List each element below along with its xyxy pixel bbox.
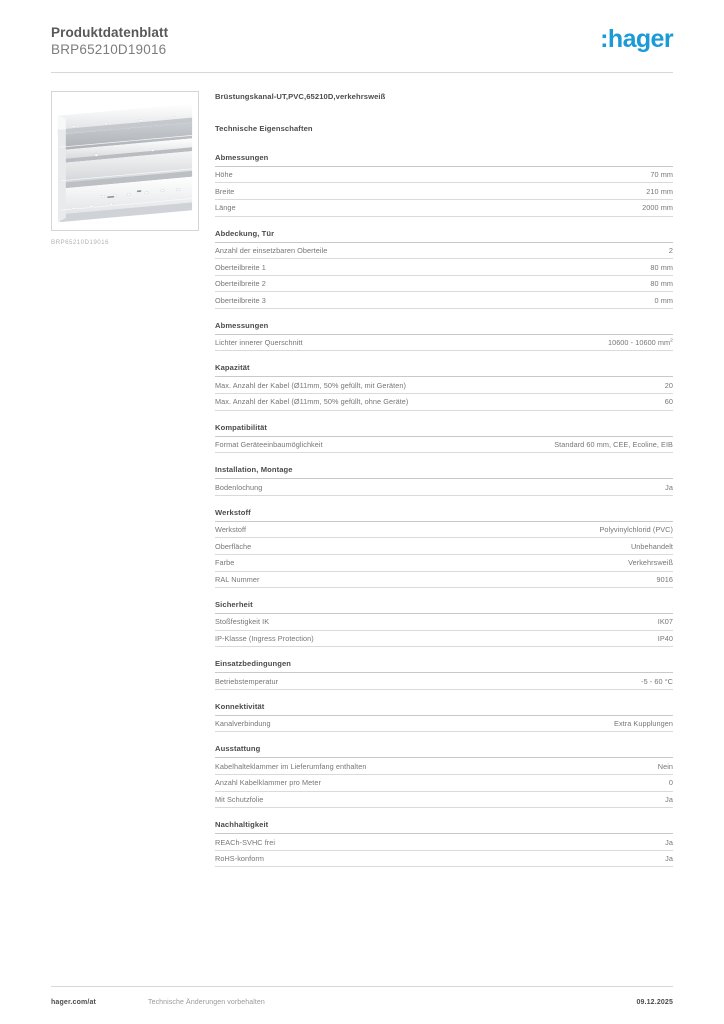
spec-label: Anzahl der einsetzbaren Oberteile bbox=[215, 245, 328, 255]
spec-group-title: Abdeckung, Tür bbox=[215, 229, 673, 243]
spec-value: -5 - 60 °C bbox=[641, 676, 673, 686]
spec-label: Mit Schutzfolie bbox=[215, 794, 264, 804]
spec-value: 2000 mm bbox=[642, 203, 673, 213]
spec-row bbox=[215, 716, 673, 733]
spec-row bbox=[215, 538, 673, 555]
spec-label: Oberteilbreite 3 bbox=[215, 295, 266, 305]
trunking-profile-illustration bbox=[52, 92, 198, 230]
spec-group-title: Kapazität bbox=[215, 363, 673, 377]
spec-label: Oberteilbreite 1 bbox=[215, 262, 266, 272]
spec-value: Verkehrsweiß bbox=[628, 558, 673, 568]
spec-row bbox=[215, 479, 673, 496]
spec-label: Format Geräteeinbaumöglichkeit bbox=[215, 440, 323, 450]
spec-label: IP-Klasse (Ingress Protection) bbox=[215, 634, 314, 644]
spec-row bbox=[215, 259, 673, 276]
spec-group-title: Konnektivität bbox=[215, 702, 673, 716]
spec-label: Betriebstemperatur bbox=[215, 676, 279, 686]
spec-group-title: Ausstattung bbox=[215, 744, 673, 758]
spec-value: 20 bbox=[664, 380, 673, 390]
spec-row bbox=[215, 200, 673, 217]
header-title-block bbox=[51, 25, 168, 58]
spec-group bbox=[215, 600, 673, 647]
spec-group bbox=[215, 508, 673, 588]
spec-value: 2 bbox=[668, 245, 673, 255]
spec-group bbox=[215, 229, 673, 309]
logo-colon-icon: : bbox=[600, 25, 608, 53]
spec-label: Breite bbox=[215, 186, 235, 196]
spec-value: Ja bbox=[665, 482, 673, 492]
spec-value: 0 mm bbox=[654, 295, 673, 305]
spec-group bbox=[215, 702, 673, 733]
page-header bbox=[51, 0, 673, 58]
spec-groups-container bbox=[215, 153, 673, 867]
spec-row bbox=[215, 292, 673, 309]
spec-group bbox=[215, 744, 673, 808]
spec-group bbox=[215, 423, 673, 454]
hager-logo bbox=[600, 27, 673, 52]
footer-row bbox=[51, 999, 673, 1006]
spec-label: Farbe bbox=[215, 558, 235, 568]
spec-value: Unbehandelt bbox=[630, 541, 673, 551]
spec-group bbox=[215, 659, 673, 690]
spec-value: Ja bbox=[665, 854, 673, 864]
spec-label: Max. Anzahl der Kabel (Ø11mm, 50% gefüllt, mit Geräten) bbox=[215, 380, 406, 390]
spec-label: RAL Nummer bbox=[215, 574, 260, 584]
spec-value: Ja bbox=[665, 837, 673, 847]
spec-group-title: Abmessungen bbox=[215, 153, 673, 167]
technical-properties-heading: Technische Eigenschaften bbox=[215, 123, 313, 133]
spec-label: Max. Anzahl der Kabel (Ø11mm, 50% gefüllt, ohne Geräte) bbox=[215, 397, 409, 407]
footer-date: 09.12.2025 bbox=[636, 999, 673, 1006]
spec-value-superscript: 2 bbox=[670, 338, 673, 344]
product-name: Brüstungskanal-UT,PVC,65210D,verkehrsweiß bbox=[215, 91, 386, 101]
spec-label: Höhe bbox=[215, 170, 233, 180]
spec-value: 80 mm bbox=[650, 279, 673, 289]
spec-row bbox=[215, 775, 673, 792]
logo-wordmark: hager bbox=[607, 25, 673, 53]
page-content bbox=[51, 91, 673, 879]
spec-label: Kabelhalteklammer im Lieferumfang enthalten bbox=[215, 761, 367, 771]
spec-row bbox=[215, 834, 673, 851]
spec-label: Oberteilbreite 2 bbox=[215, 279, 266, 289]
spec-row bbox=[215, 555, 673, 572]
spec-group-title: Nachhaltigkeit bbox=[215, 820, 673, 834]
spec-row bbox=[215, 167, 673, 184]
footer-divider bbox=[51, 986, 673, 987]
spec-group-title: Einsatzbedingungen bbox=[215, 659, 673, 673]
spec-value: Extra Kupplungen bbox=[614, 719, 673, 729]
spec-label: Bodenlochung bbox=[215, 482, 263, 492]
spec-label: REACh-SVHC frei bbox=[215, 837, 276, 847]
spec-value: 0 bbox=[668, 778, 673, 788]
spec-row bbox=[215, 335, 673, 352]
spec-value: Nein bbox=[657, 761, 673, 771]
spec-label: Stoßfestigkeit IK bbox=[215, 617, 270, 627]
spec-group bbox=[215, 321, 673, 352]
spec-group-title: Sicherheit bbox=[215, 600, 673, 614]
spec-value: 80 mm bbox=[650, 262, 673, 272]
footer-disclaimer: Technische Änderungen vorbehalten bbox=[147, 999, 265, 1006]
spec-row bbox=[215, 614, 673, 631]
spec-row bbox=[215, 758, 673, 775]
spec-row bbox=[215, 522, 673, 539]
spec-group bbox=[215, 820, 673, 867]
product-image-caption: BRP65210D19016 bbox=[51, 238, 109, 246]
spec-value: Standard 60 mm, CEE, Ecoline, EIB bbox=[554, 440, 673, 450]
spec-row bbox=[215, 276, 673, 293]
spec-label: Werkstoff bbox=[215, 525, 247, 535]
spec-group bbox=[215, 363, 673, 410]
spec-value: 70 mm bbox=[650, 170, 673, 180]
product-image-column bbox=[51, 91, 199, 246]
spec-label: RoHS-konform bbox=[215, 854, 264, 864]
spec-row bbox=[215, 792, 673, 809]
spec-value bbox=[598, 338, 673, 347]
spec-value: 60 bbox=[664, 397, 673, 407]
spec-label: Lichter innerer Querschnitt bbox=[215, 338, 303, 348]
spec-row bbox=[215, 851, 673, 868]
spec-row bbox=[215, 377, 673, 394]
spec-group-title: Abmessungen bbox=[215, 321, 673, 335]
spec-group bbox=[215, 153, 673, 217]
spec-group-title: Werkstoff bbox=[215, 508, 673, 522]
page-title: Produktdatenblatt bbox=[51, 25, 169, 40]
header-divider bbox=[51, 72, 673, 73]
product-photo bbox=[51, 91, 199, 231]
spec-value-text: 10600 - 10600 mm bbox=[607, 338, 671, 348]
spec-value: 210 mm bbox=[646, 186, 673, 196]
spec-label: Oberfläche bbox=[215, 541, 252, 551]
spec-row bbox=[215, 631, 673, 648]
spec-label: Anzahl Kabelklammer pro Meter bbox=[215, 778, 321, 788]
spec-value: Ja bbox=[665, 794, 673, 804]
spec-row bbox=[215, 394, 673, 411]
spec-row bbox=[215, 572, 673, 589]
footer-website-link[interactable]: hager.com/at bbox=[51, 999, 96, 1006]
spec-label: Länge bbox=[215, 203, 236, 213]
spec-row bbox=[215, 183, 673, 200]
spec-row bbox=[215, 243, 673, 260]
page-footer bbox=[51, 986, 673, 1006]
article-number: BRP65210D19016 bbox=[51, 41, 167, 57]
spec-row bbox=[215, 437, 673, 454]
spec-label: Kanalverbindung bbox=[215, 719, 271, 729]
spec-value: Polyvinylchlorid (PVC) bbox=[599, 525, 673, 535]
spec-group-title: Installation, Montage bbox=[215, 465, 673, 479]
spec-group bbox=[215, 465, 673, 496]
specifications-column bbox=[215, 91, 673, 879]
spec-value: IP40 bbox=[657, 634, 673, 644]
spec-value: IK07 bbox=[657, 617, 673, 627]
spec-row bbox=[215, 673, 673, 690]
spec-group-title: Kompatibilität bbox=[215, 423, 673, 437]
spec-value: 9016 bbox=[656, 574, 673, 584]
